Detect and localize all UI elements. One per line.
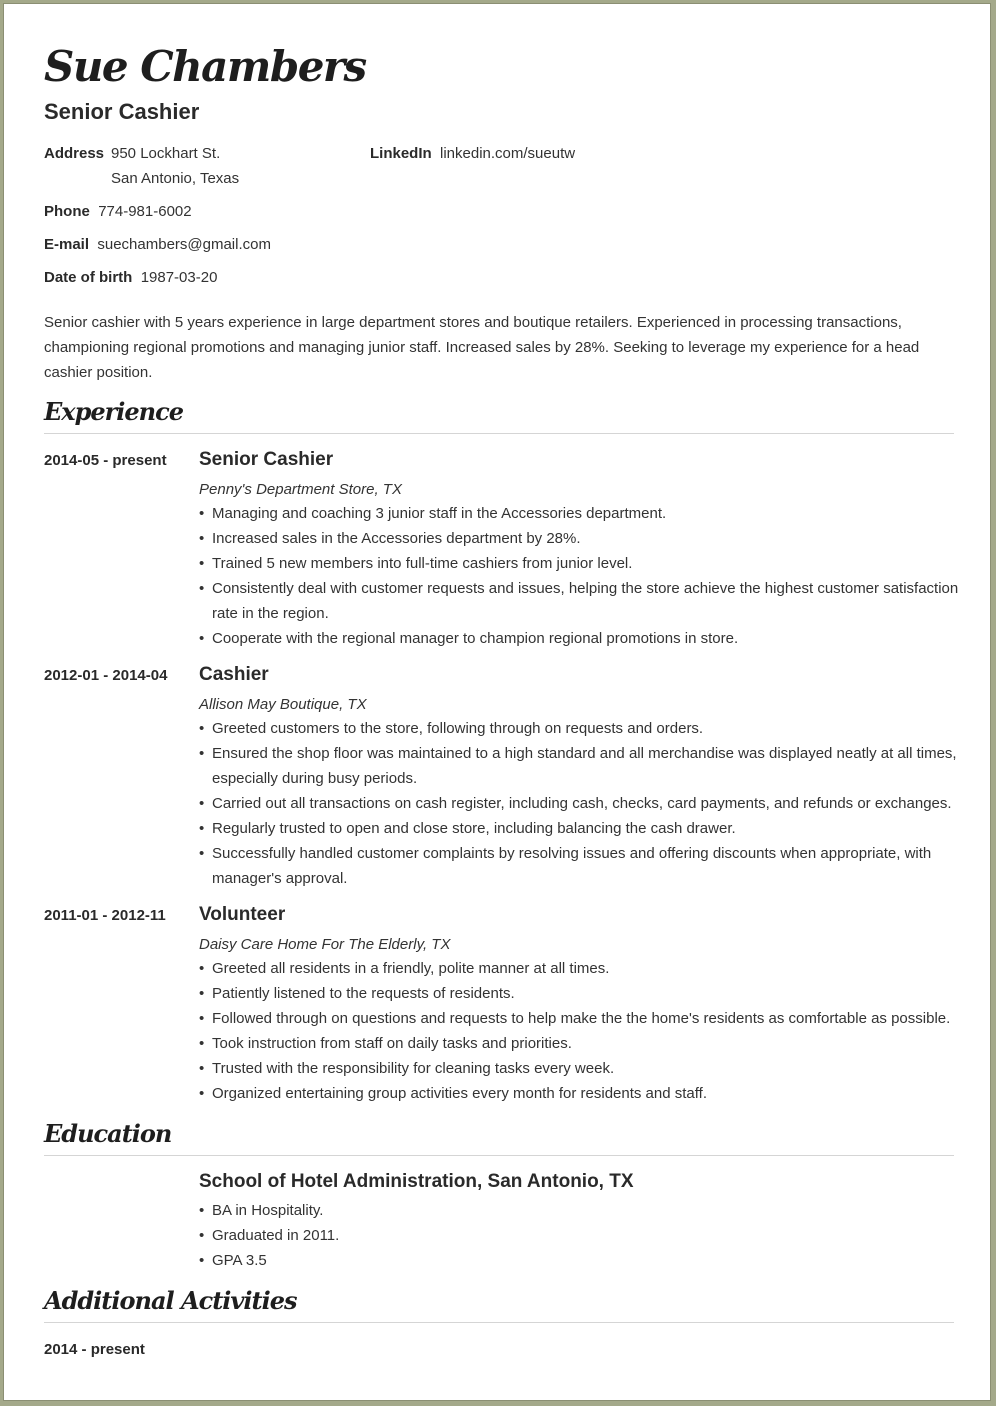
- job-role: Cashier: [199, 664, 269, 685]
- list-item: • Trusted with the responsibility for cleaning tasks every week.: [199, 1056, 959, 1081]
- job-company: Penny's Department Store, TX: [199, 481, 402, 498]
- list-item: • Managing and coaching 3 junior staff in the Accessories department.: [199, 501, 959, 526]
- professional-summary: Senior cashier with 5 years experience in large department stores and boutique retailers. Experienced in processing transactions, championing regional promotions and managing junior staff. Increased sales by 28%. Seeking to leverage my experience for a head cashier position.: [44, 314, 920, 381]
- job-bullets: [199, 956, 959, 1106]
- education-bullets: [199, 1198, 959, 1273]
- linkedin-label: LinkedIn: [370, 145, 432, 162]
- activities-heading: Additional Activities: [44, 1286, 297, 1315]
- experience-heading: Experience: [44, 397, 184, 426]
- list-item: • Followed through on questions and requests to help make the the home's residents as comfortable as possible.: [199, 1006, 959, 1031]
- school-name: School of Hotel Administration, San Antonio, TX: [199, 1171, 634, 1192]
- list-item: • Greeted all residents in a friendly, polite manner at all times.: [199, 956, 959, 981]
- job-role: Senior Cashier: [199, 449, 334, 470]
- address-label: Address: [44, 145, 105, 162]
- dob-value: 1987-03-20: [140, 269, 218, 286]
- address-line-2: San Antonio, Texas: [111, 170, 240, 187]
- job-dates: 2011-01 - 2012-11: [44, 907, 166, 924]
- education-heading: Education: [44, 1119, 172, 1148]
- job-bullets: [199, 716, 959, 891]
- address-value: [111, 141, 239, 191]
- activity-dates: 2014 - present: [44, 1341, 145, 1358]
- list-item: • Trained 5 new members into full-time cashiers from junior level.: [199, 551, 959, 576]
- job-dates: 2014-05 - present: [44, 452, 167, 469]
- job-dates: 2012-01 - 2014-04: [44, 667, 168, 684]
- list-item: • GPA 3.5: [199, 1248, 959, 1273]
- phone-label: Phone: [44, 203, 90, 220]
- candidate-name: Sue Chambers: [44, 42, 366, 91]
- phone-block: [44, 199, 192, 224]
- address-block: [44, 141, 104, 166]
- email-label: E-mail: [44, 236, 90, 253]
- email-block: [44, 232, 271, 257]
- job-company: Allison May Boutique, TX: [199, 696, 367, 713]
- list-item: • Regularly trusted to open and close store, including balancing the cash drawer.: [199, 816, 959, 841]
- job-role: Volunteer: [199, 904, 286, 925]
- list-item: • Graduated in 2011.: [199, 1223, 959, 1248]
- list-item: • Increased sales in the Accessories department by 28%.: [199, 526, 959, 551]
- list-item: • Greeted customers to the store, following through on requests and orders.: [199, 716, 959, 741]
- section-divider: [44, 433, 954, 434]
- dob-block: [44, 265, 217, 290]
- list-item: • Consistently deal with customer requests and issues, helping the store achieve the highest customer satisfaction rate in the region.: [199, 576, 959, 626]
- candidate-title: Senior Cashier: [44, 99, 200, 124]
- list-item: • Ensured the shop floor was maintained to a high standard and all merchandise was displayed neatly at all times, especially during busy periods.: [199, 741, 959, 791]
- list-item: • Successfully handled customer complaints by resolving issues and offering discounts when appropriate, with manager's approval.: [199, 841, 959, 891]
- resume-page: [3, 3, 991, 1401]
- email-value[interactable]: suechambers@gmail.com: [97, 236, 271, 253]
- list-item: • Took instruction from staff on daily tasks and priorities.: [199, 1031, 959, 1056]
- address-line-1: 950 Lockhart St.: [111, 145, 221, 162]
- list-item: • Organized entertaining group activities every month for residents and staff.: [199, 1081, 959, 1106]
- section-divider: [44, 1155, 954, 1156]
- list-item: • Cooperate with the regional manager to champion regional promotions in store.: [199, 626, 959, 651]
- list-item: • BA in Hospitality.: [199, 1198, 959, 1223]
- section-divider: [44, 1322, 954, 1323]
- dob-label: Date of birth: [44, 269, 133, 286]
- linkedin-block: [370, 141, 575, 166]
- list-item: • Patiently listened to the requests of residents.: [199, 981, 959, 1006]
- list-item: • Carried out all transactions on cash register, including cash, checks, card payments, and refunds or exchanges.: [199, 791, 959, 816]
- job-bullets: [199, 501, 959, 651]
- phone-value: 774-981-6002: [98, 203, 192, 220]
- job-company: Daisy Care Home For The Elderly, TX: [199, 936, 451, 953]
- linkedin-value[interactable]: linkedin.com/sueutw: [440, 145, 576, 162]
